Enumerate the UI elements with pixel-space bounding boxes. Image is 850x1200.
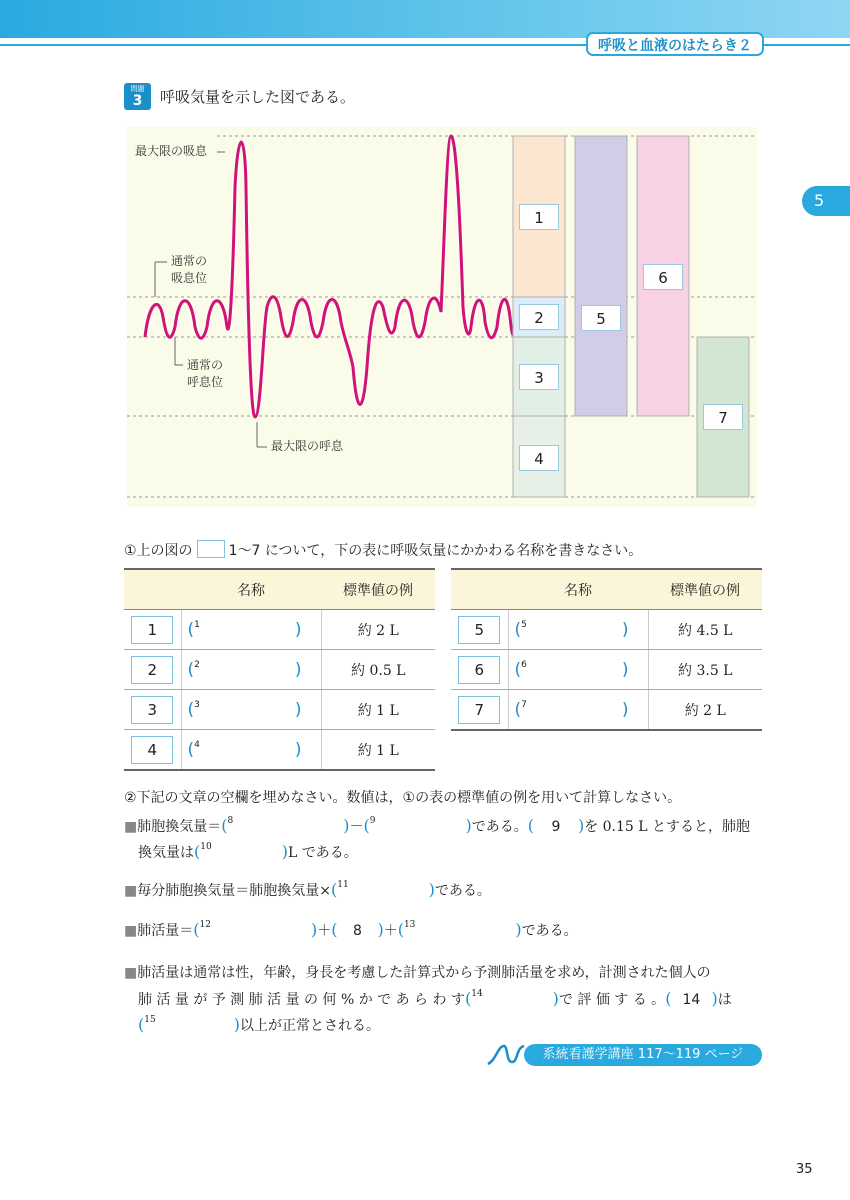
answer-blank[interactable]: ($^4$ ) — [181, 730, 321, 771]
answer-blank[interactable]: ($^2$ ) — [181, 650, 321, 690]
part2-heading: ②下記の文章の空欄を埋めなさい。数値は，①の表の標準値の例を用いて計算しなさい。 — [124, 790, 682, 806]
answer-blank[interactable]: ($^3$ ) — [181, 690, 321, 730]
row-index: 7 — [458, 696, 500, 724]
lung-volume-figure — [127, 127, 757, 507]
table-row — [451, 690, 762, 731]
part1-instruction — [124, 540, 642, 560]
figure-box-2: 2 — [519, 304, 559, 330]
question-text: 呼吸気量を示した図である。 — [160, 88, 356, 106]
ref-box-14: 14 — [682, 992, 701, 1008]
label-normal-inspiratory-2: 吸息位 — [171, 271, 208, 285]
ref-box-9: 9 — [551, 819, 561, 835]
sentence-4b: 肺 活 量 が 予 測 肺 活 量 の 何 % か で あ ら わ す($^{14}$ )で 評 価 す る 。( 14 )は — [138, 989, 732, 1008]
chapter-title: 呼吸と血液のはたらき２ — [586, 32, 764, 56]
figure-box-3: 3 — [519, 364, 559, 390]
answer-blank[interactable]: ($^5$ ) — [508, 610, 648, 650]
page-number: 35 — [796, 1162, 813, 1177]
example-value: 約 4.5 L — [648, 610, 762, 650]
label-normal-expiratory-1: 通常の — [187, 358, 224, 372]
example-value: 約 0.5 L — [321, 650, 435, 690]
row-index: 2 — [131, 656, 173, 684]
table-row — [124, 650, 435, 690]
reference-text: 系統看護学講座 117～119 ページ — [524, 1044, 762, 1066]
row-index: 3 — [131, 696, 173, 724]
figure-box-1: 1 — [519, 204, 559, 230]
blank-box-symbol — [197, 540, 225, 558]
header-example: 標準値の例 — [321, 569, 435, 610]
row-index: 5 — [458, 616, 500, 644]
table-row — [124, 730, 435, 771]
table-row — [451, 610, 762, 650]
sentence-4a: ■肺活量は通常は性，年齢，身長を考慮した計算式から予測肺活量を求め，計測された個人の — [124, 965, 711, 981]
figure-box-5: 5 — [581, 305, 621, 331]
volume-bar-5 — [575, 136, 627, 416]
label-max-expiration: 最大限の呼息 — [271, 439, 344, 453]
reference-logo-icon — [486, 1042, 526, 1068]
figure-box-7: 7 — [703, 404, 743, 430]
figure-drawing — [127, 127, 757, 507]
table-row — [451, 650, 762, 690]
header-example: 標準値の例 — [648, 569, 762, 610]
header-name: 名称 — [508, 569, 648, 610]
row-index: 1 — [131, 616, 173, 644]
example-value: 約 1 L — [321, 690, 435, 730]
sentence-2: ■毎分肺胞換気量＝肺胞換気量×($^{11}$ )である。 — [124, 880, 491, 899]
question-badge — [124, 83, 151, 110]
example-value: 約 3.5 L — [648, 650, 762, 690]
part1-instruction-a: ①上の図の — [124, 543, 193, 559]
label-normal-inspiratory-1: 通常の — [171, 254, 208, 268]
header-name: 名称 — [181, 569, 321, 610]
row-index: 4 — [131, 736, 173, 764]
figure-box-6: 6 — [643, 264, 683, 290]
table-row — [124, 610, 435, 650]
label-max-inspiration: 最大限の吸息 — [135, 144, 208, 158]
row-index: 6 — [458, 656, 500, 684]
answer-blank[interactable]: ($^1$ ) — [181, 610, 321, 650]
part1-instruction-b: 1～7 について，下の表に呼吸気量にかかわる名称を書きなさい。 — [228, 543, 643, 559]
figure-box-4: 4 — [519, 445, 559, 471]
sentence-1a: ■肺胞換気量＝($^8$ )－($^9$ )である。( 9 )を 0.15 L とすると，肺胞 — [124, 816, 751, 835]
table-row — [124, 690, 435, 730]
answer-blank[interactable]: ($^6$ ) — [508, 650, 648, 690]
question-badge-number: 3 — [132, 93, 143, 109]
example-value: 約 2 L — [321, 610, 435, 650]
example-value: 約 2 L — [648, 690, 762, 731]
ref-box-8: 8 — [352, 923, 362, 939]
chapter-tab: 5 — [802, 186, 850, 216]
sentence-1b: 換気量は($^{10}$ )L である。 — [138, 842, 358, 861]
sentence-4c: ($^{15}$ )以上が正常とされる。 — [138, 1015, 380, 1034]
answer-table-left — [124, 568, 435, 771]
example-value: 約 1 L — [321, 730, 435, 771]
question-badge-label: 問題 — [130, 85, 145, 93]
answer-table-right — [451, 568, 762, 731]
answer-blank[interactable]: ($^7$ ) — [508, 690, 648, 731]
sentence-3: ■肺活量＝($^{12}$ )＋( 8 )＋($^{13}$ )である。 — [124, 920, 578, 939]
label-normal-expiratory-2: 呼息位 — [187, 375, 224, 389]
